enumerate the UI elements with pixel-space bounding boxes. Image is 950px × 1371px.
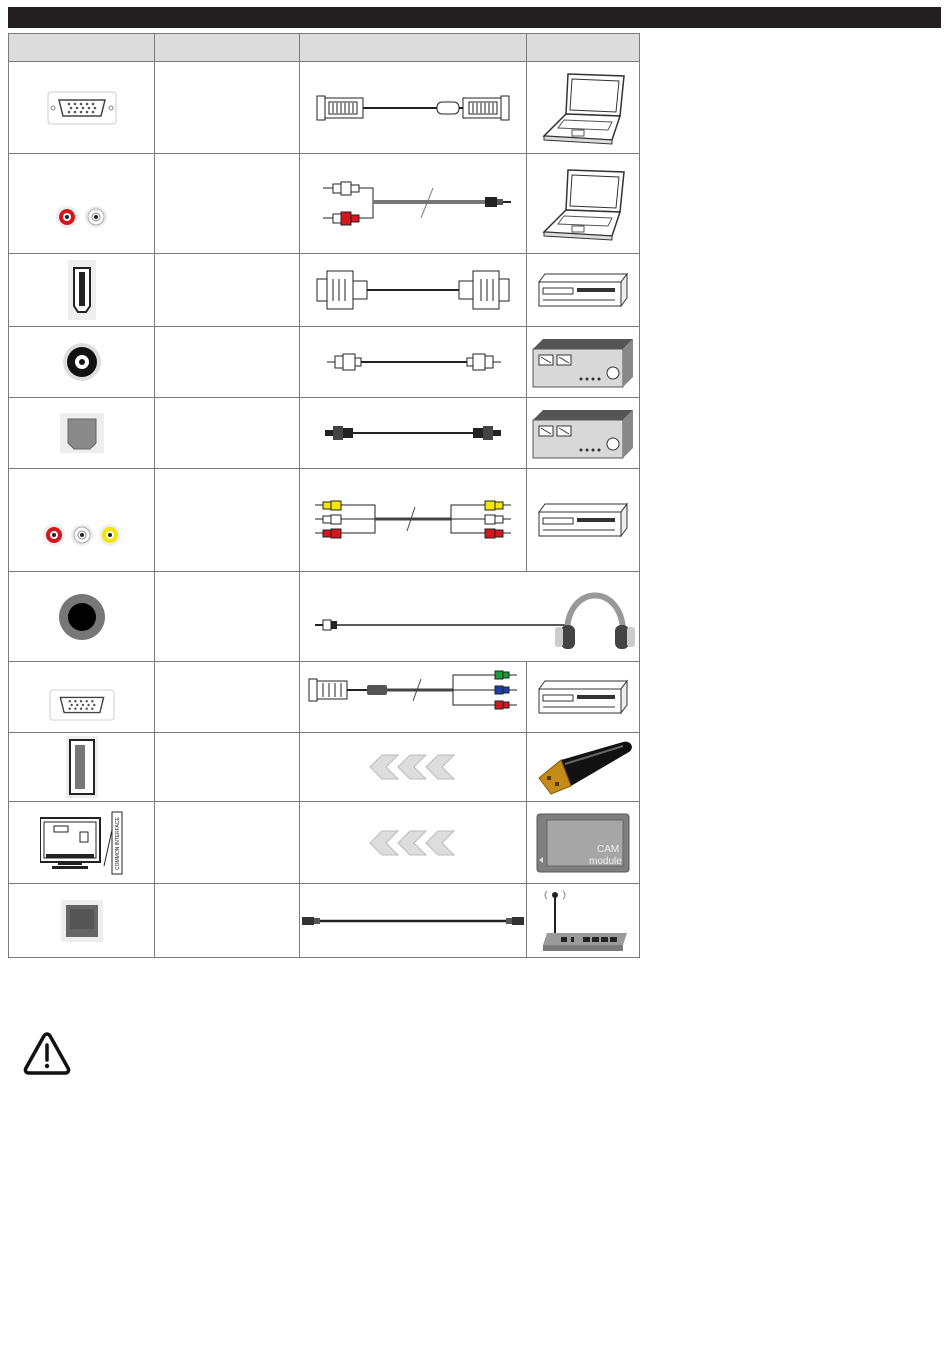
table-row [9,733,640,802]
cable-cell [300,327,527,398]
port-cell [9,662,155,733]
table-row [9,62,640,154]
router-icon [533,889,633,953]
type-cell [155,572,300,662]
dvd-player-icon [535,270,631,310]
device-cell [527,154,640,254]
ethernet-port-icon [61,900,103,942]
port-cell [9,62,155,154]
device-cell [527,733,640,802]
header-type [155,34,300,62]
warning-triangle-icon [22,1030,72,1076]
dvd-player-icon [535,677,631,717]
vga-to-component-cable-icon [303,667,523,717]
type-cell [155,254,300,327]
cam-module-icon [535,812,631,874]
coaxial-port-icon [62,342,102,382]
cable-cell [300,802,527,884]
rca-to-jack-cable-icon [313,174,513,234]
cam-label-2: module [589,855,622,867]
optical-cable-icon [313,418,513,448]
device-cell [527,802,640,884]
table-row [9,327,640,398]
type-cell [155,733,300,802]
header-connector [9,34,155,62]
composite-cable-icon [311,497,515,543]
cable-cell [300,254,527,327]
table-row [9,154,640,254]
device-cell [527,662,640,733]
usb-stick-icon [531,738,635,796]
amplifier-icon [531,335,635,389]
composite-port-icon [40,520,124,550]
cam-label-1: CAM [597,843,620,855]
ethernet-cable-icon [300,911,526,931]
cable-device-cell [300,572,640,662]
cable-cell [300,469,527,572]
vga-port-icon [47,91,117,125]
dvd-player-icon [535,500,631,540]
coaxial-cable-icon [313,347,513,377]
table-row [9,254,640,327]
port-cell [9,254,155,327]
insert-arrows-icon [368,829,458,857]
device-cell [527,254,640,327]
hdmi-port-icon [68,260,96,320]
cable-cell [300,62,527,154]
connection-table [8,33,640,958]
vga-cable-icon [313,88,513,128]
type-cell [155,62,300,154]
table-row [9,802,640,884]
port-cell [9,398,155,469]
device-cell [527,398,640,469]
cable-cell [300,398,527,469]
port-cell [9,802,155,884]
type-cell [155,662,300,733]
type-cell [155,884,300,958]
table-row [9,572,640,662]
port-cell [9,327,155,398]
port-cell [9,469,155,572]
port-cell [9,884,155,958]
headphone-cable-icon [305,579,635,655]
optical-port-icon [60,413,104,453]
table-row [9,398,640,469]
cable-cell [300,154,527,254]
port-cell [9,154,155,254]
cable-cell [300,884,527,958]
laptop-icon [538,166,628,242]
type-cell [155,154,300,254]
rca-audio-port-icon [52,202,112,232]
header-cables [300,34,527,62]
headphones-icon [555,595,635,649]
ci-slot-label: COMMON INTERFACE [114,816,121,870]
table-header-row [9,34,640,62]
hdmi-cable-icon [313,265,513,315]
headphone-jack-icon [58,593,106,641]
type-cell [155,802,300,884]
device-cell [527,327,640,398]
device-cell [527,62,640,154]
table-row [9,662,640,733]
table-row [9,469,640,572]
port-cell [9,733,155,802]
laptop-icon [538,70,628,146]
vga-port-icon [49,689,115,721]
cable-cell [300,733,527,802]
device-cell [527,469,640,572]
table-row [9,884,640,958]
amplifier-icon [531,406,635,460]
insert-arrows-icon [368,753,458,781]
port-cell [9,572,155,662]
ci-slot-icon [40,810,124,876]
cable-cell [300,662,527,733]
type-cell [155,327,300,398]
type-cell [155,469,300,572]
usb-port-icon [66,736,98,798]
header-device [527,34,640,62]
type-cell [155,398,300,469]
top-banner [8,7,941,28]
device-cell [527,884,640,958]
